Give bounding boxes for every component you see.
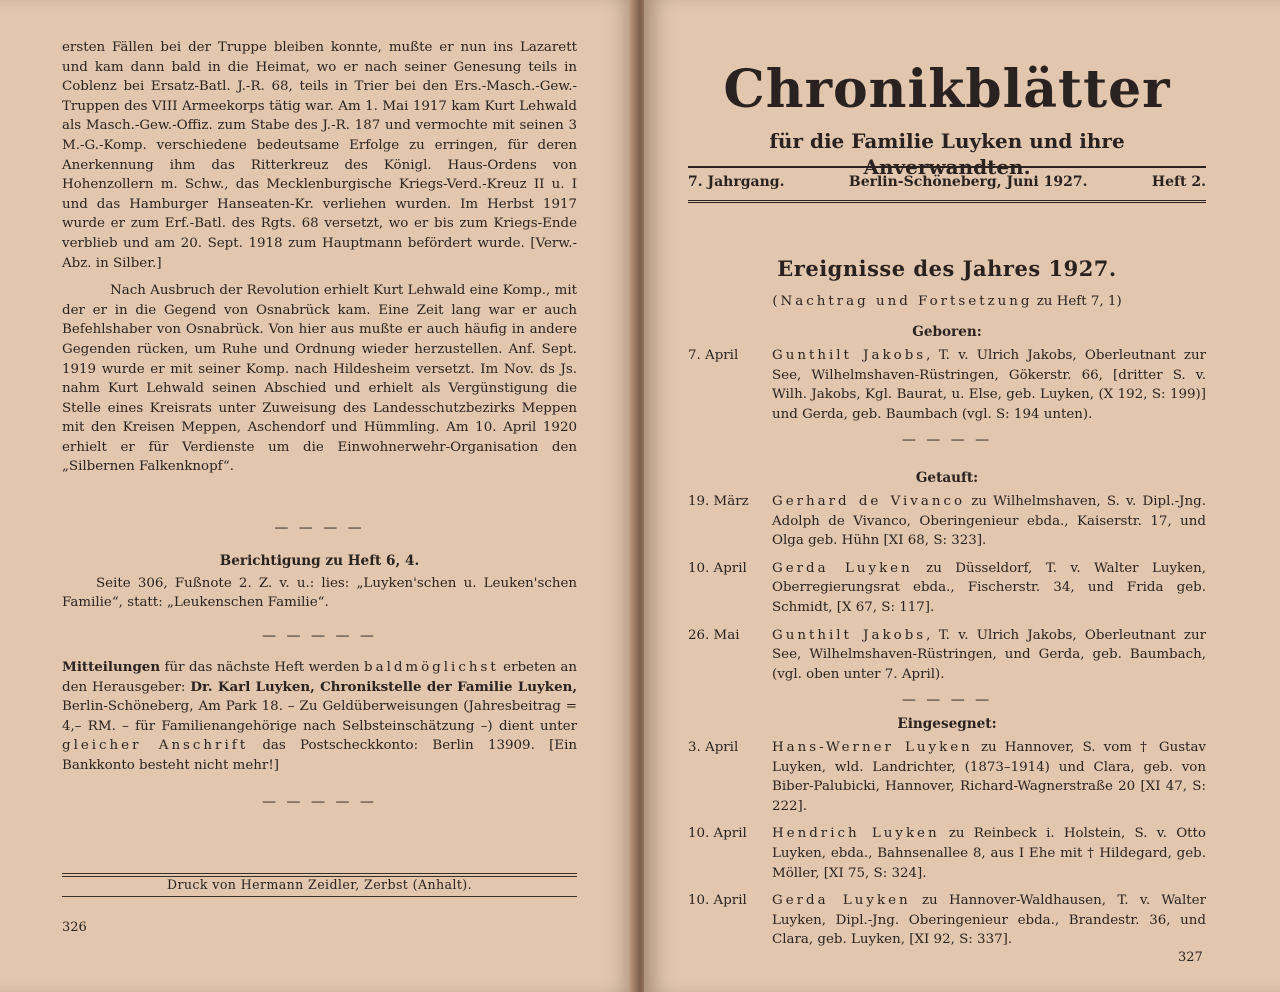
entry-date: 10. April <box>688 893 747 909</box>
list-item <box>688 626 1206 685</box>
printer-imprint: Druck von Hermann Zeidler, Zerbst (Anhalt). <box>62 873 577 897</box>
events-subtitle-rest: zu Heft 7, 1) <box>1032 294 1122 309</box>
masthead-rule-bottom <box>688 200 1206 206</box>
issue-info-row <box>688 174 1206 190</box>
entry-text <box>772 738 1206 816</box>
page-number-left: 326 <box>62 920 87 935</box>
left-body <box>62 38 577 477</box>
notice-part-c: Berlin-Schöneberg, Am Park 18. – Zu Geldüberweisungen (Jahresbeitrag = 4,– RM. – für Familienangehörige nach Selbsteinschätzung –) dient unter <box>62 699 577 734</box>
entry-detail: , T. v. Ulrich Jakobs, Oberleutnant zur See, Wilhelmshaven-Rüstringen, Gökerstr. 66, [dritter S. v. Wilh. Jakobs, Kgl. Baurat, u. Else, geb. Luyken, (X 192, S: 199)] und Gerda, geb. Baumbach (vgl. S: 194 unten). <box>772 348 1207 422</box>
entry-date: 3. April <box>688 740 739 755</box>
entry-text <box>772 891 1206 950</box>
list-item <box>688 891 1206 950</box>
section-heading: Geboren: <box>912 324 982 340</box>
events-subtitle <box>688 294 1206 309</box>
issue-label: Heft 2. <box>1151 174 1206 190</box>
volume-label: 7. Jahrgang. <box>688 174 785 190</box>
section-heading: Eingesegnet: <box>897 716 997 732</box>
entry-name: Gunthilt Jakobs <box>772 348 927 363</box>
section-born <box>688 324 1206 456</box>
correction-block <box>62 552 577 613</box>
entry-name: Gunthilt Jakobs <box>772 627 927 643</box>
correction-text: Seite 306, Fußnote 2. Z. v. u.: lies: „Luyken'schen u. Leuken'schen Familie“, statt: „Leukenschen Familie“. <box>62 575 577 611</box>
notice-part-d: das Postscheckkonto: Berlin 13909. [Ein Bankkonto besteht nicht mehr!] <box>62 738 577 773</box>
section-confirmed <box>688 716 1206 958</box>
notice-block <box>62 658 577 776</box>
entry-text <box>772 492 1206 551</box>
separator-1: — — — — <box>274 520 365 536</box>
list-item <box>688 559 1206 618</box>
entry-detail: zu Hannover, S. vom † Gustav Luyken, wld. Landrichter, (1873–1914) und Clara, geb. von Biber-Palubicki, Hannover, Richard-Wagnerstraße 20 [XI 47, S: 222]. <box>772 740 1206 814</box>
separator-3: — — — — — <box>262 794 377 810</box>
entry-detail: zu Wilhelmshaven, S. v. Dipl.-Jng. Adolph de Vivanco, Oberingenieur ebda., Kaiserstr. 17, und Olga geb. Hühn [XI 68, S: 323]. <box>772 494 1206 549</box>
notice-spaced-1: baldmöglichst <box>364 660 499 675</box>
entry-text <box>772 346 1206 424</box>
left-paragraph-2: Nach Ausbruch der Revolution erhielt Kurt Lehwald eine Komp., mit der er in die Gegend von Osnabrück kam. Eine Zeit lang war er auch Befehlshaber von Osnabrück. Von hier aus mußte er auch häufig in andere Gegenden rücken, um Ruhe und Ordnung wieder herzustellen. Anf. Sept. 1919 wurde er mit seiner Komp. nach Hildesheim versetzt. Im Nov. ds Js. nahm Kurt Lehwald seinen Abschied und erhielt als Vergünstigung die Stelle eines Kreisrats unter Zuweisung des Landesschutzbezirks Meppen mit den Kreisen Meppen, Aschendorf und Hümmling. Am 10. April 1920 erhielt er für Verdienste um die Einwohnerwehr-Organisation den „Silbernen Falkenknopf“. <box>62 283 577 475</box>
notice-part-b: erbeten an den Herausgeber: <box>62 660 577 695</box>
entry-date: 26. Mai <box>688 627 740 643</box>
entry-name: Hendrich Luyken <box>772 826 940 842</box>
separator-2: — — — — — <box>262 628 377 644</box>
notice-lead: Mitteilungen <box>62 659 161 675</box>
notice-part-a: für das nächste Heft werden <box>160 660 365 675</box>
correction-heading: Berichtigung zu Heft 6, 4. <box>219 553 420 569</box>
events-title: Ereignisse des Jahres 1927. <box>777 256 1117 281</box>
section-separator: — — — — <box>901 692 993 709</box>
masthead-subtitle: für die Familie Luyken und ihre Anverwandten. <box>769 129 1125 179</box>
entry-date: 10. April <box>688 826 747 842</box>
entry-date: 7. April <box>688 348 739 363</box>
list-item <box>688 738 1206 816</box>
section-separator: — — — — <box>901 432 993 449</box>
notice-bold: Dr. Karl Luyken, Chronikstelle der Familie Luyken, <box>190 678 577 695</box>
page-number-right: 327 <box>1178 950 1203 965</box>
entry-name: Gerda Luyken <box>772 893 911 909</box>
entry-detail: zu Düsseldorf, T. v. Walter Luyken, Oberregierungsrat ebda., Fischerstr. 34, und Frida geb. Schmidt, [X 67, S: 117]. <box>772 560 1206 615</box>
entry-text <box>772 824 1206 883</box>
section-baptized <box>688 470 1206 716</box>
entry-text <box>772 559 1206 618</box>
entry-name: Gerda Luyken <box>772 560 913 576</box>
list-item <box>688 492 1206 551</box>
entry-detail: , T. v. Ulrich Jakobs, Oberleutnant zur See, Wilhelmshaven-Rüstringen, und Gerda, geb. Baumbach, (vgl. oben unter 7. April). <box>772 627 1207 682</box>
left-page <box>0 0 636 992</box>
list-item <box>688 824 1206 883</box>
masthead-rule-top <box>688 166 1206 168</box>
place-date-label: Berlin-Schöneberg, Juni 1927. <box>848 174 1088 190</box>
entry-text <box>772 626 1206 685</box>
entry-date: 10. April <box>688 560 747 576</box>
masthead <box>688 58 1206 180</box>
events-subtitle-spaced: (Nachtrag und Fortsetzung <box>772 294 1033 309</box>
left-paragraph-1: ersten Fällen bei der Truppe bleiben konnte, mußte er nun ins Lazarett und kam dann bald in die Heimat, wo er nach seiner Genesung teils in Coblenz bei Ersatz-Batl. J.-R. 68, teils in Trier bei den Ers.-Masch.-Gew.-Truppen des VIII Armeekorps tätig war. Am 1. Mai 1917 kam Kurt Lehwald als Masch.-Gew.-Offiz. zum Stabe des J.-R. 187 und vermochte mit seinen 3 M.-G.-Komp. verschiedene bedeutsame Erfolge zu erringen, für deren Anerkennung ihm das Ritterkreuz des Königl. Haus-Ordens von Hohenzollern m. Schw., das Mecklenburgische Kriegs-Verd.-Kreuz II u. I und das Hamburger Hanseaten-Kr. verliehen wurden. Im Herbst 1917 wurde er zum Erf.-Batl. des Rgts. 68 versetzt, wo er bis zum Kriegs-Ende verblieb und am 20. Sept. 1918 zum Hauptmann befördert wurde. [Verw.-Abz. in Silber.] <box>62 40 577 271</box>
entry-name: Hans-Werner Luyken <box>772 740 973 755</box>
entry-name: Gerhard de Vivanco <box>772 494 966 509</box>
list-item <box>688 346 1206 424</box>
entry-detail: zu Hannover-Waldhausen, T. v. Walter Luyken, Dipl.-Jng. Oberingenieur ebda., Brandestr. 36, und Clara, geb. Luyken, [XI 92, S: 337]. <box>772 893 1206 948</box>
entry-detail: zu Reinbeck i. Holstein, S. v. Otto Luyken, ebda., Bahnsenallee 8, aus I Ehe mit † Hildegard, geb. Möller, [XI 75, S: 324]. <box>772 826 1206 881</box>
masthead-title: Chronikblätter <box>723 59 1171 120</box>
entry-date: 19. März <box>688 494 749 509</box>
notice-spaced-2: gleicher Anschrift <box>62 738 249 754</box>
section-heading: Getauft: <box>915 470 979 486</box>
